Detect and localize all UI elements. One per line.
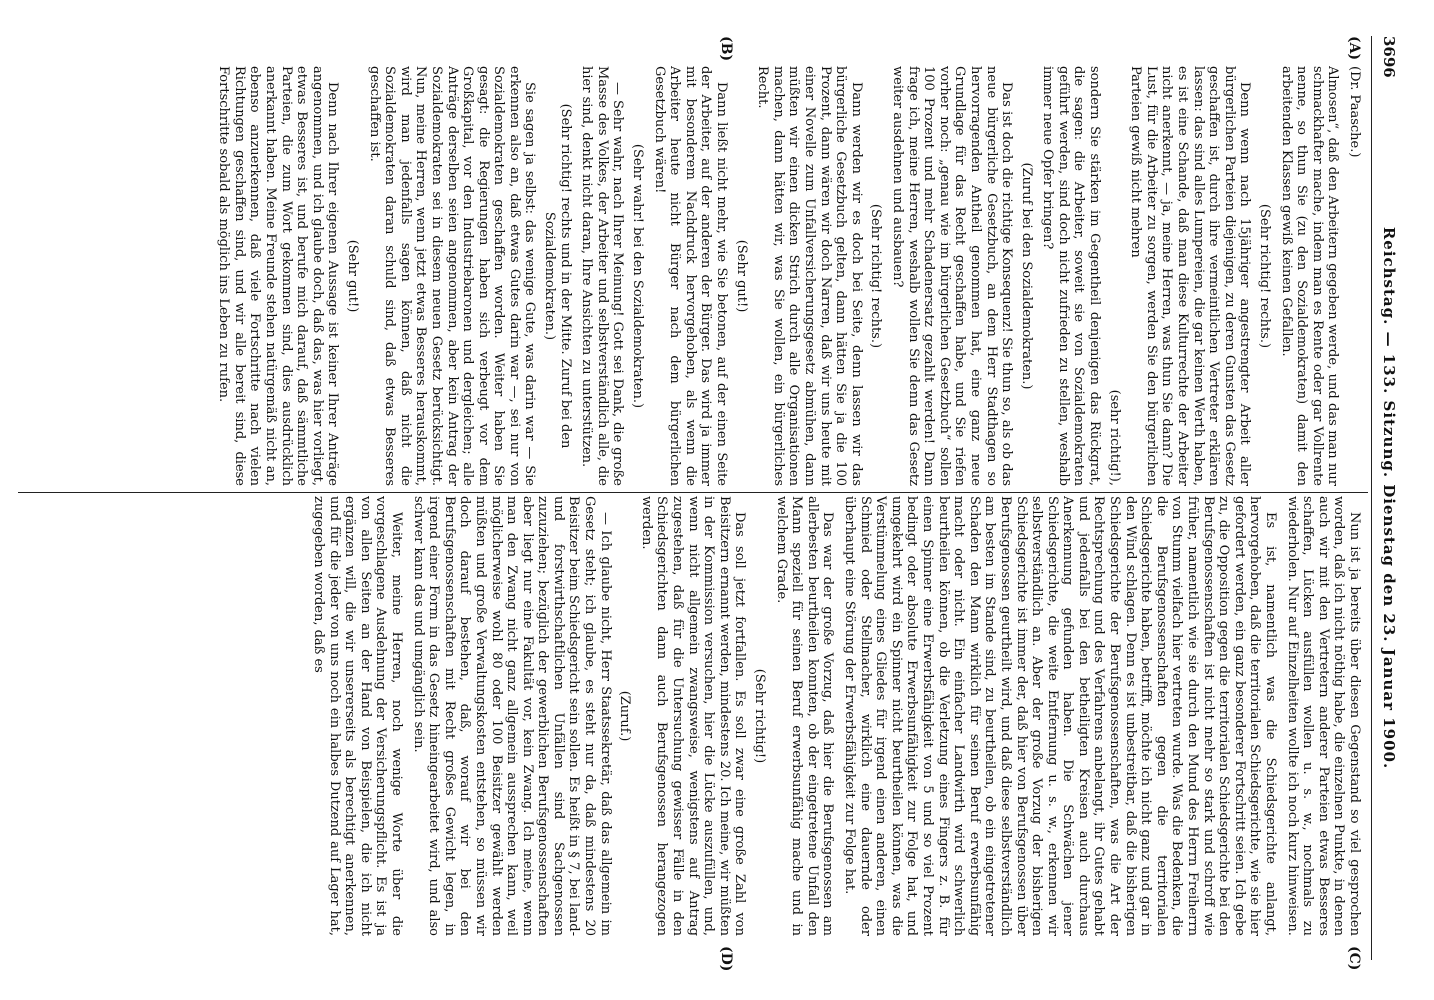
column-divider [18,492,1368,493]
paragraph: Das soll jetzt fortfallen. Es soll zwar eine große Zahl von Beisitzern ernannt werden, mindestens 20. Ich meine, wir müßten in der Kommission versuchen, hier die Lücke auszufüllen, und, wenn nicht allgemein zwangsweise, wenigstens auf Antrag zugestehen, daß für die Untersuchung gewisser Fälle in den Schiedsgerichten dann auch Berufsgenossen herangezogen werden. [638,496,748,936]
paragraph: Das war der große Vorzug, daß hier die Berufsgenossen am allerbesten beurtheilen konnten, ob der eingetretene Unfall den Mann speziell für seinen Beruf erwerbsunfähig mache und in welchem Grade. [773,496,836,936]
paragraph: — Sehr wahr, nach Ihrer Meinung! Gott sei Dank, die große Masse des Volkes, der Arbeiter und selbstverständlich alle, die hier sind, denkt nicht daran, Ihre Ansichten zu unterstützen. [579,66,626,486]
paragraph: sondern Sie stärken im Gegentheil denjenigen das Rückgrat, die sagen: die Arbeiter, soweit sie von Sozialdemokraten geführt werden, sind doch nicht zufrieden zu stellen, weshalb immer neue Opfer bringen? [1040,66,1103,486]
paragraph: Almosen“, daß den Arbeitern gegeben werde, und das man nur schmackhafter mache, indem man es Rente oder gar Vollrente nenne, so thun Sie (zu den Sozialdemokraten) damit den arbeitenden Klassen gewiß keinen Gefallen. [1278,66,1341,486]
paragraph: Es ist, namentlich was die Schiedsgerichte anlangt, hervorgehoben, daß die territorialen Schiedsgerichte, wie sie hier gefordert werden, ein ganz besonderer Fortschritt seien. Ich gebe zu, die Opposition gegen die territorialen Schiedsgerichte bei den Berufsgenossenschaften ist nicht mehr so stark und schroff wie früher, namentlich wie sie durch den Mund des Herrn Freiherrn von Stumm vielfach hier vertreten wurde. Was die Bedenken, die die Berufsgenossenschaften gegen die territorialen Schiedsgerichte haben, betrifft, möchte ich nicht ganz und gar in den Wind schlagen. Denn es ist unbestreitbar, daß die bisherigen Schiedsgerichte der Berufsgenossenschaften, was die Art der Rechtsprechung und des Verfahrens anbelangt, ihr Gutes gehabt und jedenfalls bei den betheiligten Kreisen auch durchaus Anerkennung gefunden haben. Die Schwächen jener Schiedsgerichte, die weite Entfernung u. s. w., erkennen wir selbstverständlich an. Aber der große Vorzug der bisherigen Schiedsgerichte ist immer der, daß hier von Berufsgenossen über Berufsgenossen geurtheilt wird, und daß diese selbstverständlich am besten im Stande sind, zu beurtheilen, ob ein eingetretener Schaden den Mann wirklich für seinen Beruf erwerbsunfähig macht oder nicht. Ein einfacher Landwirth wird schwerlich beurtheilen können, ob die Verletzung eines Fingers z. B. für einen Spinner eine Erwerbsfähigkeit von 5 und so viel Prozent bedingt oder absolute Erwerbsunfähigkeit zur Folge hat, und umgekehrt wird ein Spinner nicht beurtheilen können, was die Verstümmelung eines Gliedes für irgend einen anderen, einen Schmied oder Stellmacher, wirklich eine dauernde oder überhaupt eine Störung der Erwerbsfähigkeit zur Folge hat. [842,496,1279,936]
page-number: 3696 [1380,36,1398,78]
paragraph: Denn nach Ihrer eigenen Aussage ist keiner Ihrer Anträge angenommen, und ich glaube doch, daß das, was hier vorliegt, etwas Besseres ist, und berufe mich darauf, daß sämmtliche Parteien, die zum Wort gekommen sind, dies ausdrücklich anerkannt haben. Meine Freunde stehen natürgemäß nicht an, ebenso anzuerkennen, daß viele Fortschritte nach vielen Richtungen geschaffen sind, und wir alle bereit sind, diese Fortschritte sobald als möglich ins Leben zu rufen. [216,66,341,486]
interjection: (Sehr richtig! rechts.) [1257,203,1273,349]
paragraph: Das ist doch die richtige Konsequenz! Sie thun so, als ob das neue bürgerliche Gesetzbuch, an dem Herr Stadthagen so hervorragenden Antheil genommen hat, eine ganz neue Grundlage für das Recht geschaffen habe, und Sie riefen vorher noch: „genau wie im bürgerlichen Gesetzbuch“ sollen 100 Prozent und mehr Schadenersatz gezahlt werden! Dann frage ich, meine Herren, weshalb wollen Sie denn das Gesetz weiter ausdehnen und ausbauen? [889,66,1015,486]
interjection: (Zuruf.) [617,690,633,742]
interjection: (Sehr richtig! rechts.) [868,203,884,349]
margin-marker-c: (C) [1346,946,1362,971]
page-title: Reichstag. — 133. Sitzung. Dienstag den 23. Januar 1900. [1380,226,1398,770]
header-rule [1371,36,1372,960]
right-column [22,496,1362,936]
margin-marker-d: (D) [718,946,734,972]
left-column [22,66,1362,486]
paragraph: Dann ließt nicht mehr, wie Sie betonen, auf der einen Seite der Arbeiter, auf der anderen der Bürger. Das wird ja immer mit besonderem Nachdruck hervorgehoben, als wenn die Arbeiter heute nicht Bürger nach dem bürgerlichen Gesetzbuch wären! [651,66,730,486]
interjection: (Sehr gut!) [344,239,360,313]
interjection: (Zuruf bei den Sozialdemokraten.) [1018,162,1034,390]
interjection: (Sehr wahr! bei den Sozialdemokraten.) [630,143,646,409]
interjection: (Sehr richtig!) [752,668,768,764]
paragraph: Sie sagen ja selbst: das wenige Gute, was darin war — Sie erkennen also an, daß etwas Gutes darin war —, sei nur von Sozialdemokraten geschaffen worden. Weiter haben Sie gesagt: die Regierungen haben sich verbeugt vor dem Großkapital, vor den Industriebaronen und dergleichen; alle Anträge derselben seien angenommen, aber kein Antrag der Sozialdemokraten sei in diesem neuen Gesetz berücksichtigt. Nun, meine Herren, wenn jetzt etwas Besseres herauskommt, wird man jedenfalls sagen können, daß nicht die Sozialdemokraten daran schuld sind, daß etwas Besseres geschaffen ist. [366,66,538,486]
page-header [1376,36,1398,960]
margin-marker-b: (B) [718,36,734,62]
paragraph: (Dr. Paasche.) [1347,66,1362,158]
paragraph: Weiter, meine Herren, noch wenige Worte über die vorgeschlagene Ausdehnung der Versicherungspflicht. Es ist ja von allen Seiten an der Hand von Beispielen, die ich nicht ergänzen will, die wir unsererseits als berechtigt anerkennen, und für die jeder von uns noch ein halbes Dutzend auf Lager hat, zugegeben worden, daß es [311,496,404,936]
paragraph: Denn wenn nach 15jähriger angestrengter Arbeit aller bürgerlichen Parteien diejenigen, zu deren Gunsten das Gesetz geschaffen ist, durch ihre vermeintlichen Vertreter erklären lassen: das sind alles Lumpereien, die gar keinen Werth haben, es ist eine Schande, daß man diese Kulturrechte der Arbeiter nicht anerkennt, — ja, meine Herren, was thun Sie dann? Die Lust, für die Arbeiter zu sorgen, werden Sie den bürgerlichen Parteien gewiß nicht mehren [1128,66,1253,486]
interjection: (Sehr richtig! rechts und in der Mitte. Zuruf bei den Sozialdemokraten.) [542,103,573,449]
interjection: (Sehr gut!) [733,239,749,313]
paragraph: Dann werden wir es doch bei Seite, denn lassen wir das bürgerliche Gesetzbuch gelten, dann hätten Sie ja die 100 Prozent, dann wären wir doch Narren, daß wir uns heute mit einer Novelle zum Unfallversicherungsgesetz abmühen, dann müßten wir einen dicken Strich durch alle Organisationen machen, dann hätten wir, was Sie wollen, ein bürgerliches Recht. [755,66,864,486]
interjection: (sehr richtig!), [1106,389,1122,486]
margin-marker-a: (A) [1346,36,1362,61]
paragraph: — Ich glaube nicht, Herr Staatssekretär, daß das allgemein im Gesetz steht; ich glaube, es steht nur da, daß mindestens 20 Beisitzer beim Schiedsgericht sein sollen. Es heißt in § 7, bei land- und forstwirthschaftlichen Unfällen sind Sachgenossen zuzuziehen; bezüglich der gewerblichen Berufsgenossenschaften aber liegt nur eine Fakultät vor, kein Zwang. Ich meine, wenn man den Zwang nicht ganz allgemein aussprechen kann, weil möglicherweise wohl 80 oder 100 Beisitzer gewählt werden müßten und große Verwaltungskosten entstehen, so müssen wir doch darauf bestehen, daß, worauf wir bei den Berufsgenossenschaften mit Recht großes Gewicht legen, in irgend einer Form in das Gesetz hineingearbeitet wird, und also schwer kann das und umgänglich sein. [410,496,613,936]
paragraph: Nun ist ja bereits über diesen Gegenstand so viel gesprochen worden, daß ich nicht nöthig habe, die einzelnen Punkte, in denen auch wir mit den Vertretern anderer Parteien etwas Besseres schaffen, Lücken ausfüllen wollen u. s. w., nochmals zu wiederholen. Nur auf Einzelheiten wollte ich noch kurz hinweisen. [1284,496,1362,936]
